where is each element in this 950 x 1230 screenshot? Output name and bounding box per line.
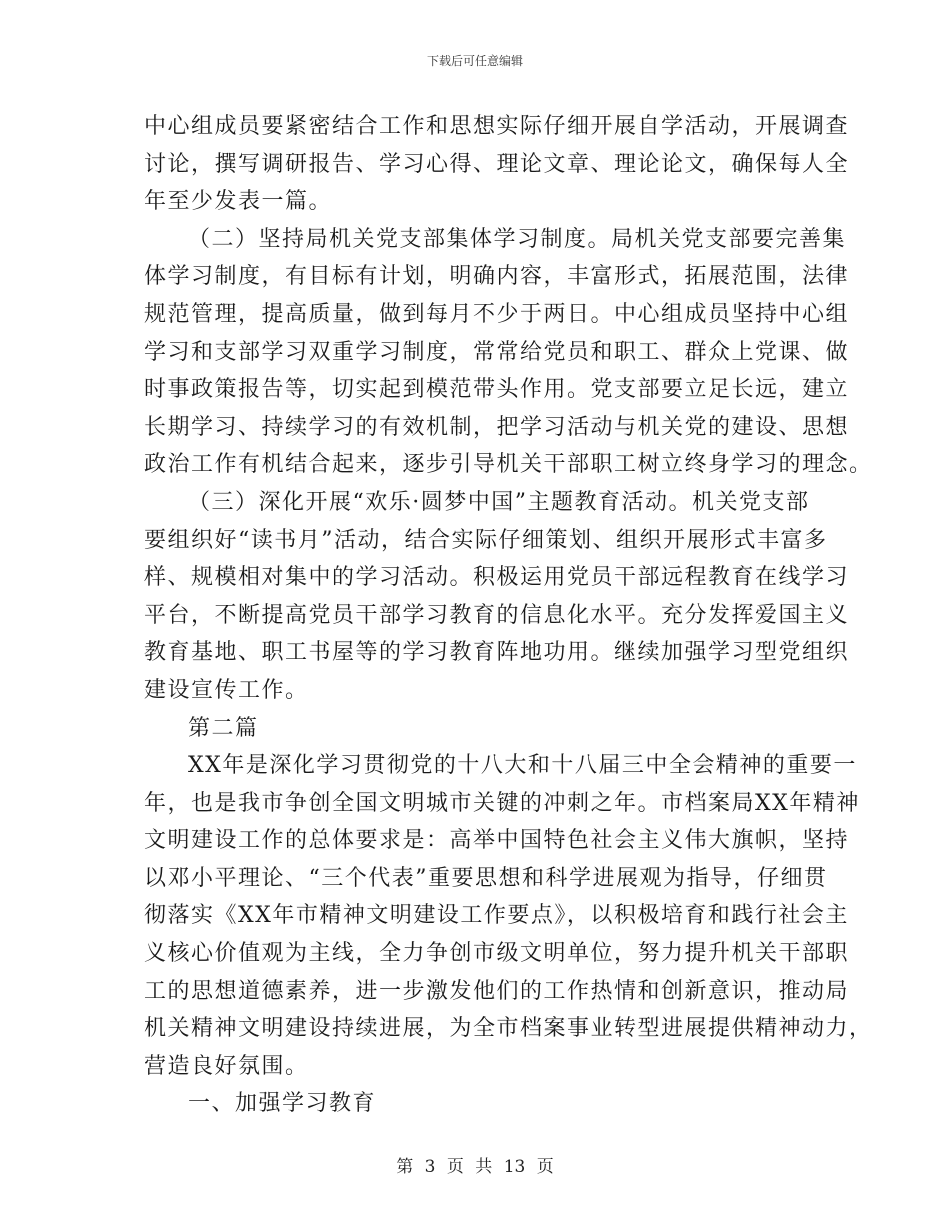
body-text-line: 政治工作有机结合起来，逐步引导机关干部职工树立终身学习的理念。 — [144, 452, 873, 478]
body-text-line: 体学习制度，有目标有计划，明确内容，丰富形式，拓展范围，法律 — [144, 264, 850, 290]
body-text-line: 工的思想道德素养，进一步激发他们的工作热情和创新意识，推动局 — [144, 978, 850, 1004]
body-text-line: 义核心价值观为主线，全力争创市级文明单位，努力提升机关干部职 — [144, 941, 850, 967]
body-text-line: 以邓小平理论、“三个代表”重要思想和科学进展观为指导，仔细贯 — [144, 865, 828, 891]
body-text-line: 第二篇 — [188, 715, 259, 741]
body-text-line: 营造良好氛围。 — [144, 1053, 309, 1079]
body-text-line: 教育基地、职工书屋等的学习教育阵地功用。继续加强学习型党组织 — [144, 640, 850, 666]
body-text-line: 一、加强学习教育 — [188, 1091, 377, 1117]
body-text-line: 学习和支部学习双重学习制度，常常给党员和职工、群众上党课、做 — [144, 339, 850, 365]
body-text-line: 机关精神文明建设持续进展，为全市档案事业转型进展提供精神动力， — [144, 1016, 873, 1042]
body-text-line: 平台，不断提高党员干部学习教育的信息化水平。充分发挥爱国主义 — [144, 602, 850, 628]
page-header-note: 下载后可任意编辑 — [426, 54, 523, 68]
body-text-line: 文明建设工作的总体要求是：高举中国特色社会主义伟大旗帜，坚持 — [144, 828, 850, 854]
body-text-line: 彻落实《XX年市精神文明建设工作要点》，以积极培育和践行社会主 — [144, 903, 849, 929]
body-text-line: 建设宣传工作。 — [144, 677, 309, 703]
body-text-line: 要组织好“读书月”活动，结合实际仔细策划、组织开展形式丰富多 — [144, 527, 828, 553]
body-text-line: 讨论，撰写调研报告、学习心得、理论文章、理论论文，确保每人全 — [144, 151, 850, 177]
body-text-line: 规范管理，提高质量，做到每月不少于两日。中心组成员坚持中心组 — [144, 301, 850, 327]
body-text-line: 年至少发表一篇。 — [144, 189, 333, 215]
document-body — [144, 108, 873, 1123]
body-text-line: 中心组成员要紧密结合工作和思想实际仔细开展自学活动，开展调查 — [144, 114, 850, 139]
body-text-line: 长期学习、持续学习的有效机制，把学习活动与机关党的建设、思想 — [144, 414, 850, 440]
body-text-line: XX年是深化学习贯彻党的十八大和十八届三中全会精神的重要一 — [188, 753, 857, 779]
body-text-line: （二）坚持局机关党支部集体学习制度。局机关党支部要完善集 — [188, 226, 847, 252]
body-text-line: 年，也是我市争创全国文明城市关键的冲刺之年。市档案局XX年精神 — [144, 790, 860, 816]
body-text-line: （三）深化开展“欢乐·圆梦中国”主题教育活动。机关党支部 — [188, 489, 810, 515]
body-text-line: 样、规模相对集中的学习活动。积极运用党员干部远程教育在线学习 — [144, 565, 850, 591]
page-number-footer: 第 3 页 共 13 页 — [396, 1157, 554, 1177]
body-text-line: 时事政策报告等，切实起到模范带头作用。党支部要立足长远，建立 — [144, 377, 850, 403]
